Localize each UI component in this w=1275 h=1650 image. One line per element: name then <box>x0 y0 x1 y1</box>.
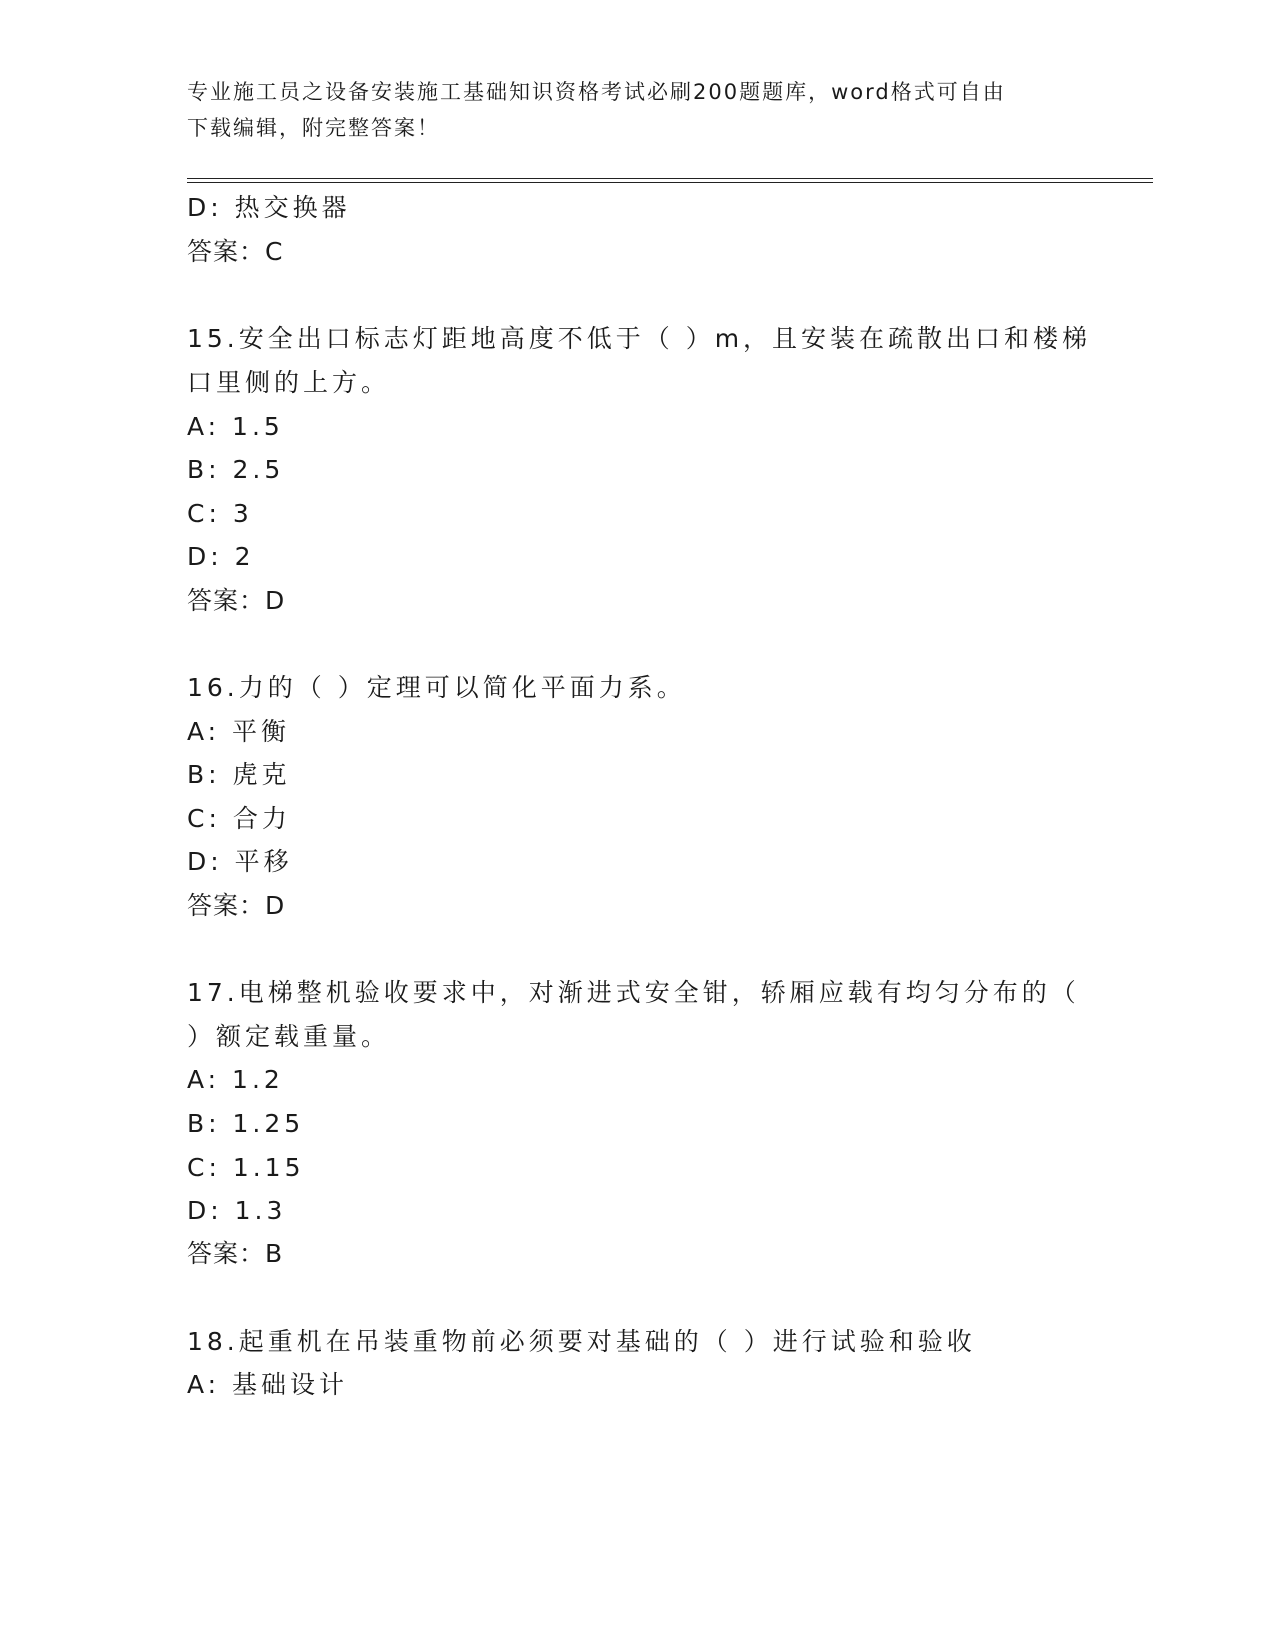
q16-option-a: A: 平衡 <box>187 717 291 746</box>
q15-stem-line-1: 15.安全出口标志灯距地高度不低于（ ）m，且安装在疏散出口和楼梯 <box>187 324 1092 353</box>
q16-option-c: C: 合力 <box>187 804 291 833</box>
q16-stem-line-1: 16.力的（ ）定理可以简化平面力系。 <box>187 673 686 702</box>
q14-answer: 答案：C <box>187 237 284 266</box>
q15-option-a: A: 1.5 <box>187 412 284 441</box>
header-title-line-1: 专业施工员之设备安装施工基础知识资格考试必刷200题题库，word格式可自由 <box>187 80 1006 104</box>
q15-option-d: D: 2 <box>187 542 255 571</box>
q17-option-d: D: 1.3 <box>187 1196 287 1225</box>
q15-option-c: C: 3 <box>187 499 253 528</box>
q15-option-b: B: 2.5 <box>187 455 285 484</box>
q16-option-b: B: 虎克 <box>187 760 291 789</box>
q16-answer: 答案：D <box>187 891 286 920</box>
q17-stem-line-2: ）额定载重量。 <box>187 1022 391 1051</box>
header-divider-bottom <box>187 182 1153 183</box>
q17-answer: 答案：B <box>187 1239 284 1268</box>
q18-stem-line-1: 18.起重机在吊装重物前必须要对基础的（ ）进行试验和验收 <box>187 1327 976 1356</box>
q17-stem-line-1: 17.电梯整机验收要求中，对渐进式安全钳，轿厢应载有均匀分布的（ <box>187 978 1080 1007</box>
header-title-line-2: 下载编辑，附完整答案！ <box>187 116 440 140</box>
q17-option-a: A: 1.2 <box>187 1065 284 1094</box>
document-header <box>187 74 1087 146</box>
q17-option-c: C: 1.15 <box>187 1153 305 1182</box>
q18-option-a: A: 基础设计 <box>187 1370 349 1399</box>
header-divider-top <box>187 178 1153 179</box>
q15-stem-line-2: 口里侧的上方。 <box>187 368 391 397</box>
q15-answer: 答案：D <box>187 586 286 615</box>
q16-option-d: D: 平移 <box>187 847 293 876</box>
q17-option-b: B: 1.25 <box>187 1109 305 1138</box>
q14-option-d: D: 热交换器 <box>187 193 351 222</box>
